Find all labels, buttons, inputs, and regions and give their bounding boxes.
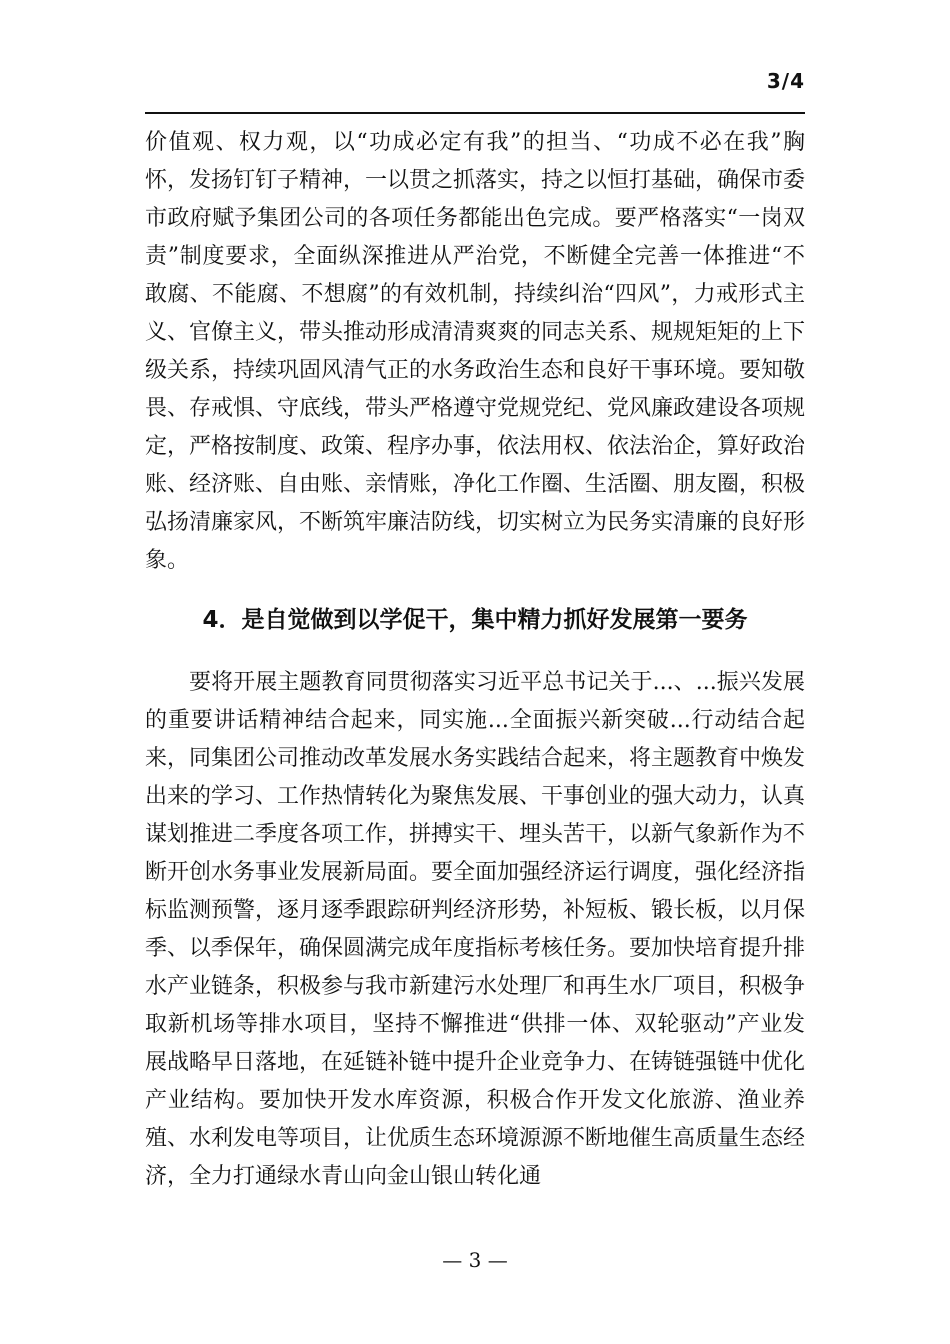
page-header bbox=[145, 0, 805, 114]
section-heading: 4．是自觉做到以学促干，集中精力抓好发展第一要务 bbox=[202, 607, 748, 633]
page-counter: 3/4 bbox=[766, 69, 805, 93]
page-number: — 3 — bbox=[442, 1248, 508, 1272]
body-paragraph: 价值观、权力观，以“功成必定有我”的担当、“功成不必在我”胸怀，发扬钉钉子精神，一以贯之抓落实，持之以恒打基础，确保市委市政府赋予集团公司的各项任务都能出色完成。要严格落实“一岗双责”制度要求，全面纵深推进从严治党，不断健全完善一体推进“不敢腐、不能腐、不想腐”的有效机制，持续纠治“四风”，力戒形式主义、官僚主义，带头推动形成清清爽爽的同志关系、规规矩矩的上下级关系，持续巩固风清气正的水务政治生态和良好干事环境。要知敬畏、存戒惧、守底线，带头严格遵守党规党纪、党风廉政建设各项规定，严格按制度、政策、程序办事，依法用权、依法治企，算好政治账、经济账、自由账、亲情账，净化工作圈、生活圈、朋友圈，积极弘扬清廉家风，不断筑牢廉洁防线，切实树立为民务实清廉的良好形象。 bbox=[145, 130, 806, 573]
body-paragraph: 要将开展主题教育同贯彻落实习近平总书记关于...、...振兴发展的重要讲话精神结合起来，同实施...全面振兴新突破...行动结合起来，同集团公司推动改革发展水务实践结合起来，将主题教育中焕发出来的学习、工作热情转化为聚焦发展、干事创业的强大动力，认真谋划推进二季度各项工作，拼搏实干、埋头苦干，以新气象新作为不断开创水务事业发展新局面。要全面加强经济运行调度，强化经济指标监测预警，逐月逐季跟踪研判经济形势，补短板、锻长板，以月保季、以季保年，确保圆满完成年度指标考核任务。要加快培育提升排水产业链条，积极参与我市新建污水处理厂和再生水厂项目，积极争取新机场等排水项目，坚持不懈推进“供排一体、双轮驱动”产业发展战略早日落地，在延链补链中提升企业竞争力、在铸链强链中优化产业结构。要加快开发水库资源，积极合作开发文化旅游、渔业养殖、水利发电等项目，让优质生态环境源源不断地催生高质量生态经济，全力打通绿水青山向金山银山转化通 bbox=[145, 670, 806, 1189]
